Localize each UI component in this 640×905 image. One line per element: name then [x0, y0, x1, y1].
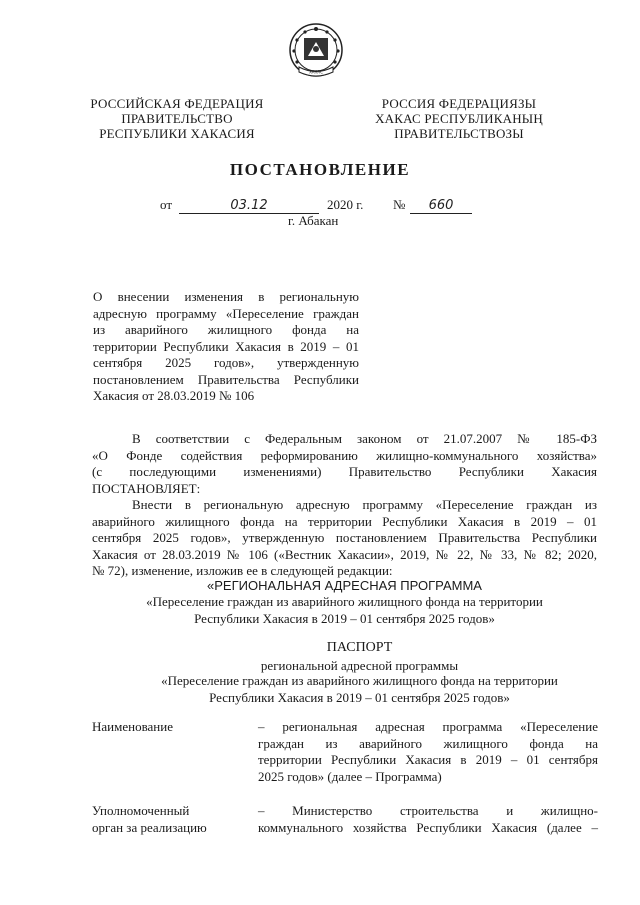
passport-name — [92, 673, 627, 706]
date-value: 03.12 — [230, 198, 268, 213]
body-line: аварийного жилищного фонда на территории Республики Хакасия в 2019 – 01 — [92, 513, 597, 529]
program-title-line: «Переселение граждан из аварийного жилищного фонда на территории — [146, 594, 543, 609]
program-subtitle — [92, 594, 597, 627]
row-label-line: Наименование — [92, 719, 173, 734]
passport-row-label — [92, 803, 252, 836]
body-paragraph — [92, 497, 597, 580]
subject-line: О внесении изменения в региональную — [93, 289, 359, 304]
preamble-line: (с последующими изменениями) Правительство Республики Хакасия — [92, 464, 597, 479]
header-right — [350, 96, 568, 141]
row-value-line: – Министерство строительства и жилищно- — [258, 803, 598, 818]
body-line: № 72), изменение, изложив ее в следующей редакции: — [92, 563, 393, 578]
preamble — [92, 431, 597, 497]
header-right-line: ПРАВИТЕЛЬСТВОЗЫ — [394, 126, 524, 141]
row-value-line: – региональная адресная программа «Переселение — [258, 719, 598, 734]
passport-row-label — [92, 719, 242, 736]
header-left-line: ПРАВИТЕЛЬСТВО — [121, 111, 233, 126]
subject-line: территории Республики Хакасия в 2019 – 01 — [93, 338, 359, 354]
passport-subheading: региональной адресной программы — [260, 658, 459, 673]
passport-row-value — [258, 803, 598, 836]
subject-line: сентября 2025 годов», утвержденную — [93, 355, 359, 370]
passport-row-value — [258, 719, 598, 785]
date-field — [179, 196, 319, 214]
row-value-line: 2025 годов» (далее – Программа) — [258, 768, 442, 784]
number-sign: № — [393, 197, 406, 212]
body-line: Хакасия от 28.03.2019 № 106 («Вестник Хакасии», 2019, № 22, № 33, № 82; 2020, — [92, 546, 597, 562]
row-value-line: территории Республики Хакасия в 2019 – 01 сентября — [258, 752, 598, 767]
date-prefix: от — [160, 197, 173, 212]
header-left — [72, 96, 282, 141]
subject-block — [93, 289, 359, 405]
preamble-line: ПОСТАНОВЛЯЕТ: — [92, 480, 201, 496]
header-left-line: РОССИЙСКАЯ ФЕДЕРАЦИЯ — [90, 96, 264, 111]
program-title — [92, 578, 597, 595]
subject-line: адресную программу «Переселение граждан — [93, 305, 359, 321]
passport-heading: ПАСПОРТ — [326, 640, 393, 655]
subject-line: из аварийного жилищного фонда на — [93, 322, 359, 337]
passport-name-line: «Переселение граждан из аварийного жилищного фонда на территории — [161, 673, 558, 688]
city-label: г. Абакан — [288, 213, 339, 228]
year-label: 2020 г. — [327, 197, 364, 212]
passport-name-line: Республики Хакасия в 2019 – 01 сентября 2025 годов» — [209, 689, 510, 705]
number-field — [410, 196, 472, 214]
subject-line: постановлением Правительства Республики — [93, 371, 359, 387]
number-value: 660 — [428, 198, 454, 213]
coat-of-arms-emblem — [287, 20, 345, 82]
emblem-ribbon-text: ХАКАС — [309, 69, 323, 75]
row-label-line: Уполномоченный — [92, 803, 190, 818]
row-label-line: орган за реализацию — [92, 819, 207, 835]
preamble-line: В соответствии с Федеральным законом от 21.07.2007 № 185-ФЗ — [132, 431, 597, 446]
program-title-line: Республики Хакасия в 2019 – 01 сентября 2025 годов» — [194, 610, 495, 626]
body-line: сентября 2025 годов», утвержденную постановлением Правительства Республики — [92, 530, 597, 545]
header-right-line: РОССИЯ ФЕДЕРАЦИЯЗЫ — [381, 96, 537, 111]
preamble-line: «О Фонде содействия реформированию жилищно-коммунального хозяйства» — [92, 447, 597, 463]
document-title: ПОСТАНОВЛЕНИЕ — [229, 160, 411, 179]
row-value-line: граждан из аварийного жилищного фонда на — [258, 735, 598, 751]
program-title-line: «РЕГИОНАЛЬНАЯ АДРЕСНАЯ ПРОГРАММА — [207, 578, 482, 593]
subject-line: Хакасия от 28.03.2019 № 106 — [93, 388, 255, 403]
header-left-line: РЕСПУБЛИКИ ХАКАСИЯ — [99, 126, 255, 141]
body-line: Внести в региональную адресную программу «Переселение граждан из — [132, 497, 597, 512]
header-right-line: ХАКАС РЕСПУБЛИКАНЫҢ — [375, 111, 543, 126]
row-value-line: коммунального хозяйства Республики Хакасия (далее – — [258, 819, 598, 835]
